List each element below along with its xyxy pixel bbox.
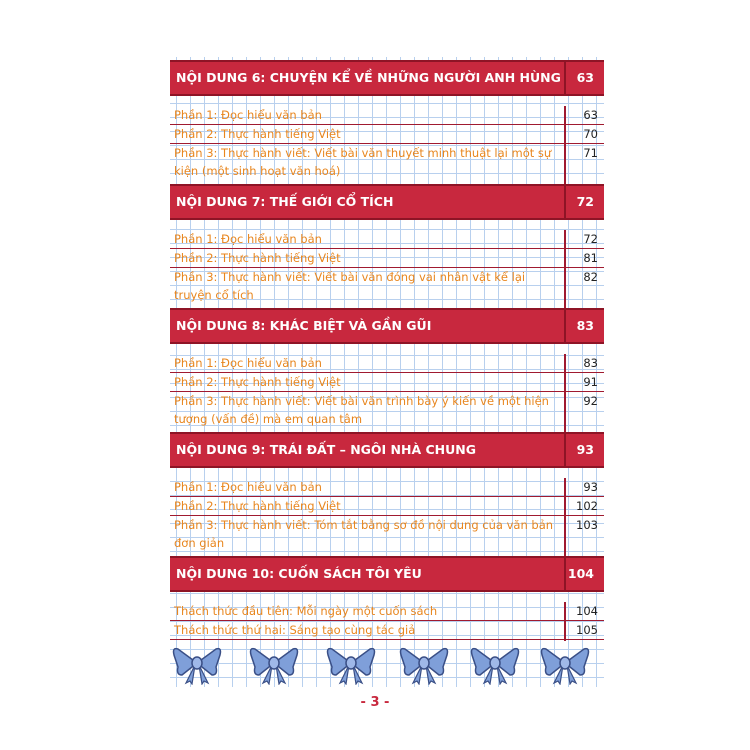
column-divider — [564, 478, 566, 498]
bow-icon — [326, 645, 376, 685]
section-title: NỘI DUNG 8: KHÁC BIỆT VÀ GẦN GŨI — [176, 318, 432, 333]
toc-item-text: Thách thức thứ hai: Sáng tạo cùng tác giả — [174, 623, 416, 637]
page-number: - 3 - — [360, 695, 390, 710]
section-title: NỘI DUNG 9: TRÁI ĐẤT – NGÔI NHÀ CHUNG — [176, 442, 476, 457]
section-page: 93 — [576, 442, 594, 457]
toc-item-text: Phần 2: Thực hành tiếng Việt — [174, 127, 341, 141]
section-page: 83 — [576, 318, 594, 333]
column-divider — [564, 230, 566, 250]
toc-item[interactable] — [170, 230, 604, 249]
toc-item[interactable] — [170, 478, 604, 497]
bow-icon — [399, 645, 449, 685]
toc-item[interactable] — [170, 268, 604, 304]
bow-decoration-row — [170, 645, 604, 685]
toc-item-page: 103 — [576, 518, 598, 532]
bow-icon — [172, 645, 222, 685]
toc-item-page: 102 — [576, 499, 598, 513]
toc-item-text: Thách thức đầu tiên: Mỗi ngày một cuốn sách — [174, 604, 438, 618]
toc-item[interactable] — [170, 373, 604, 392]
bow-icon — [249, 645, 299, 685]
column-divider — [564, 125, 566, 145]
column-divider — [564, 497, 566, 517]
toc-item-text: Phần 2: Thực hành tiếng Việt — [174, 499, 341, 513]
toc-item-page: 92 — [583, 394, 598, 408]
section-header — [170, 432, 604, 468]
column-divider — [564, 249, 566, 269]
toc-item-page: 91 — [583, 375, 598, 389]
toc-item-page: 104 — [576, 604, 598, 618]
toc-item-text: Phần 3: Thực hành viết: Viết bài văn thuyết minh thuật lại một sự kiện (một sinh hoạt văn hoá) — [174, 146, 552, 178]
header-divider — [564, 62, 566, 94]
column-divider — [564, 106, 566, 126]
toc-item-page: 93 — [583, 480, 598, 494]
section-header — [170, 60, 604, 96]
bow-icon — [470, 645, 520, 685]
toc-item-page: 63 — [583, 108, 598, 122]
section-header — [170, 184, 604, 220]
header-divider — [564, 434, 566, 466]
toc-section-8 — [170, 308, 604, 428]
toc-item[interactable] — [170, 249, 604, 268]
header-divider — [564, 310, 566, 342]
toc-section-7 — [170, 184, 604, 304]
toc-item[interactable] — [170, 602, 604, 621]
toc-section-10 — [170, 556, 604, 640]
section-page: 72 — [576, 194, 594, 209]
toc-item-text: Phần 2: Thực hành tiếng Việt — [174, 375, 341, 389]
column-divider — [564, 373, 566, 393]
toc-item-page: 71 — [583, 146, 598, 160]
toc-item-text: Phần 3: Thực hành viết: Tóm tắt bằng sơ đồ nội dung của văn bản đơn giản — [174, 518, 554, 550]
column-divider — [564, 602, 566, 622]
toc-item[interactable] — [170, 106, 604, 125]
toc-item[interactable] — [170, 125, 604, 144]
toc-page — [170, 57, 604, 687]
header-divider — [564, 186, 566, 218]
section-title: NỘI DUNG 10: CUỐN SÁCH TÔI YÊU — [176, 566, 422, 581]
toc-section-9 — [170, 432, 604, 552]
toc-item[interactable] — [170, 621, 604, 640]
header-divider — [564, 558, 566, 590]
toc-section-6 — [170, 60, 604, 180]
toc-item-text: Phần 1: Đọc hiểu văn bản — [174, 480, 322, 494]
toc-item[interactable] — [170, 392, 604, 428]
section-page: 104 — [567, 566, 594, 581]
section-title: NỘI DUNG 6: CHUYỆN KỂ VỀ NHỮNG NGƯỜI ANH HÙNG — [176, 70, 561, 85]
toc-item-page: 105 — [576, 623, 598, 637]
column-divider — [564, 354, 566, 374]
toc-item-text: Phần 1: Đọc hiểu văn bản — [174, 232, 322, 246]
toc-item-text: Phần 1: Đọc hiểu văn bản — [174, 356, 322, 370]
toc-item-text: Phần 3: Thực hành viết: Viết bài văn đóng vai nhân vật kể lại truyện cổ tích — [174, 270, 526, 302]
toc-item[interactable] — [170, 354, 604, 373]
toc-item-text: Phần 1: Đọc hiểu văn bản — [174, 108, 322, 122]
section-title: NỘI DUNG 7: THẾ GIỚI CỔ TÍCH — [176, 194, 394, 209]
toc-item-page: 72 — [583, 232, 598, 246]
section-page: 63 — [576, 70, 594, 85]
toc-item-page: 82 — [583, 270, 598, 284]
toc-item[interactable] — [170, 497, 604, 516]
column-divider — [564, 621, 566, 641]
toc-item-page: 70 — [583, 127, 598, 141]
section-header — [170, 308, 604, 344]
section-header — [170, 556, 604, 592]
toc-item[interactable] — [170, 516, 604, 552]
toc-item-page: 81 — [583, 251, 598, 265]
toc-item[interactable] — [170, 144, 604, 180]
bow-icon — [540, 645, 590, 685]
toc-item-text: Phần 2: Thực hành tiếng Việt — [174, 251, 341, 265]
toc-item-page: 83 — [583, 356, 598, 370]
toc-item-text: Phần 3: Thực hành viết: Viết bài văn trình bày ý kiến về một hiện tượng (vấn đề) mà em quan tâm — [174, 394, 549, 426]
